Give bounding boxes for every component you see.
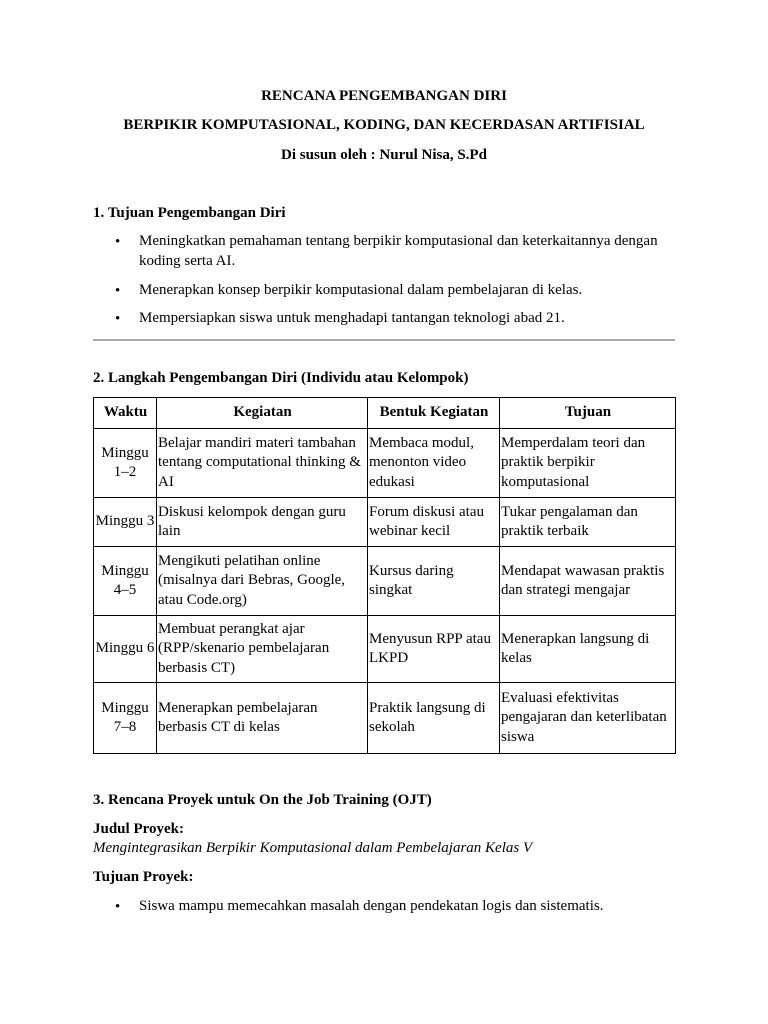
document-subtitle: BERPIKIR KOMPUTASIONAL, KODING, DAN KECERDASAN ARTIFISIAL	[123, 117, 645, 133]
cell-bentuk-kegiatan: Forum diskusi atau webinar kecil	[368, 498, 500, 547]
bullet-icon: •	[115, 311, 121, 327]
bullet-icon: •	[115, 899, 121, 915]
cell-kegiatan: Belajar mandiri materi tambahan tentang computational thinking & AI	[157, 429, 368, 498]
cell-bentuk-kegiatan: Membaca modul, menonton video edukasi	[368, 429, 500, 498]
cell-tujuan: Evaluasi efektivitas pengajaran dan keterlibatan siswa	[500, 683, 676, 754]
cell-kegiatan: Mengikuti pelatihan online (misalnya dari Bebras, Google, atau Code.org)	[157, 547, 368, 616]
column-header-waktu: Waktu	[94, 398, 157, 429]
cell-waktu: Minggu 4–5	[94, 547, 157, 616]
cell-waktu: Minggu 7–8	[94, 683, 157, 754]
cell-bentuk-kegiatan: Praktik langsung di sekolah	[368, 683, 500, 754]
cell-kegiatan: Diskusi kelompok dengan guru lain	[157, 498, 368, 547]
cell-tujuan: Tukar pengalaman dan praktik terbaik	[500, 498, 676, 547]
cell-kegiatan: Membuat perangkat ajar (RPP/skenario pembelajaran berbasis CT)	[157, 616, 368, 683]
table-row	[94, 683, 676, 754]
section-2-heading: 2. Langkah Pengembangan Diri (Individu atau Kelompok)	[93, 370, 469, 386]
project-goal-label: Tujuan Proyek:	[93, 869, 194, 885]
development-plan-table	[93, 397, 676, 754]
column-header-tujuan: Tujuan	[500, 398, 676, 429]
bullet-icon: •	[115, 283, 121, 299]
bullet-icon: •	[115, 234, 121, 250]
cell-waktu: Minggu 6	[94, 616, 157, 683]
section-3-heading: 3. Rencana Proyek untuk On the Job Training (OJT)	[93, 792, 432, 808]
cell-bentuk-kegiatan: Kursus daring singkat	[368, 547, 500, 616]
column-header-bentuk-kegiatan: Bentuk Kegiatan	[368, 398, 500, 429]
table-row	[94, 616, 676, 683]
table-row	[94, 547, 676, 616]
project-title: Mengintegrasikan Berpikir Komputasional dalam Pembelajaran Kelas V	[93, 840, 533, 856]
table-row	[94, 429, 676, 498]
list-item: Siswa mampu memecahkan masalah dengan pendekatan logis dan sistematis.	[139, 898, 604, 914]
cell-waktu: Minggu 1–2	[94, 429, 157, 498]
cell-waktu: Minggu 3	[94, 498, 157, 547]
list-item: Mempersiapkan siswa untuk menghadapi tantangan teknologi abad 21.	[139, 310, 565, 326]
cell-tujuan: Menerapkan langsung di kelas	[500, 616, 676, 683]
column-header-kegiatan: Kegiatan	[157, 398, 368, 429]
table-row	[94, 498, 676, 547]
cell-tujuan: Memperdalam teori dan praktik berpikir komputasional	[500, 429, 676, 498]
cell-bentuk-kegiatan: Menyusun RPP atau LKPD	[368, 616, 500, 683]
section-1-heading: 1. Tujuan Pengembangan Diri	[93, 205, 286, 221]
list-item: Meningkatkan pemahaman tentang berpikir komputasional dan keterkaitannya dengan koding serta AI.	[139, 233, 658, 269]
cell-tujuan: Mendapat wawasan praktis dan strategi mengajar	[500, 547, 676, 616]
cell-kegiatan: Menerapkan pembelajaran berbasis CT di kelas	[157, 683, 368, 754]
project-title-label: Judul Proyek:	[93, 821, 184, 837]
document-title: RENCANA PENGEMBANGAN DIRI	[261, 88, 507, 104]
list-item: Menerapkan konsep berpikir komputasional dalam pembelajaran di kelas.	[139, 282, 583, 298]
section-divider	[93, 339, 675, 341]
document-author: Di susun oleh : Nurul Nisa, S.Pd	[281, 147, 487, 163]
table-header-row	[94, 398, 676, 429]
